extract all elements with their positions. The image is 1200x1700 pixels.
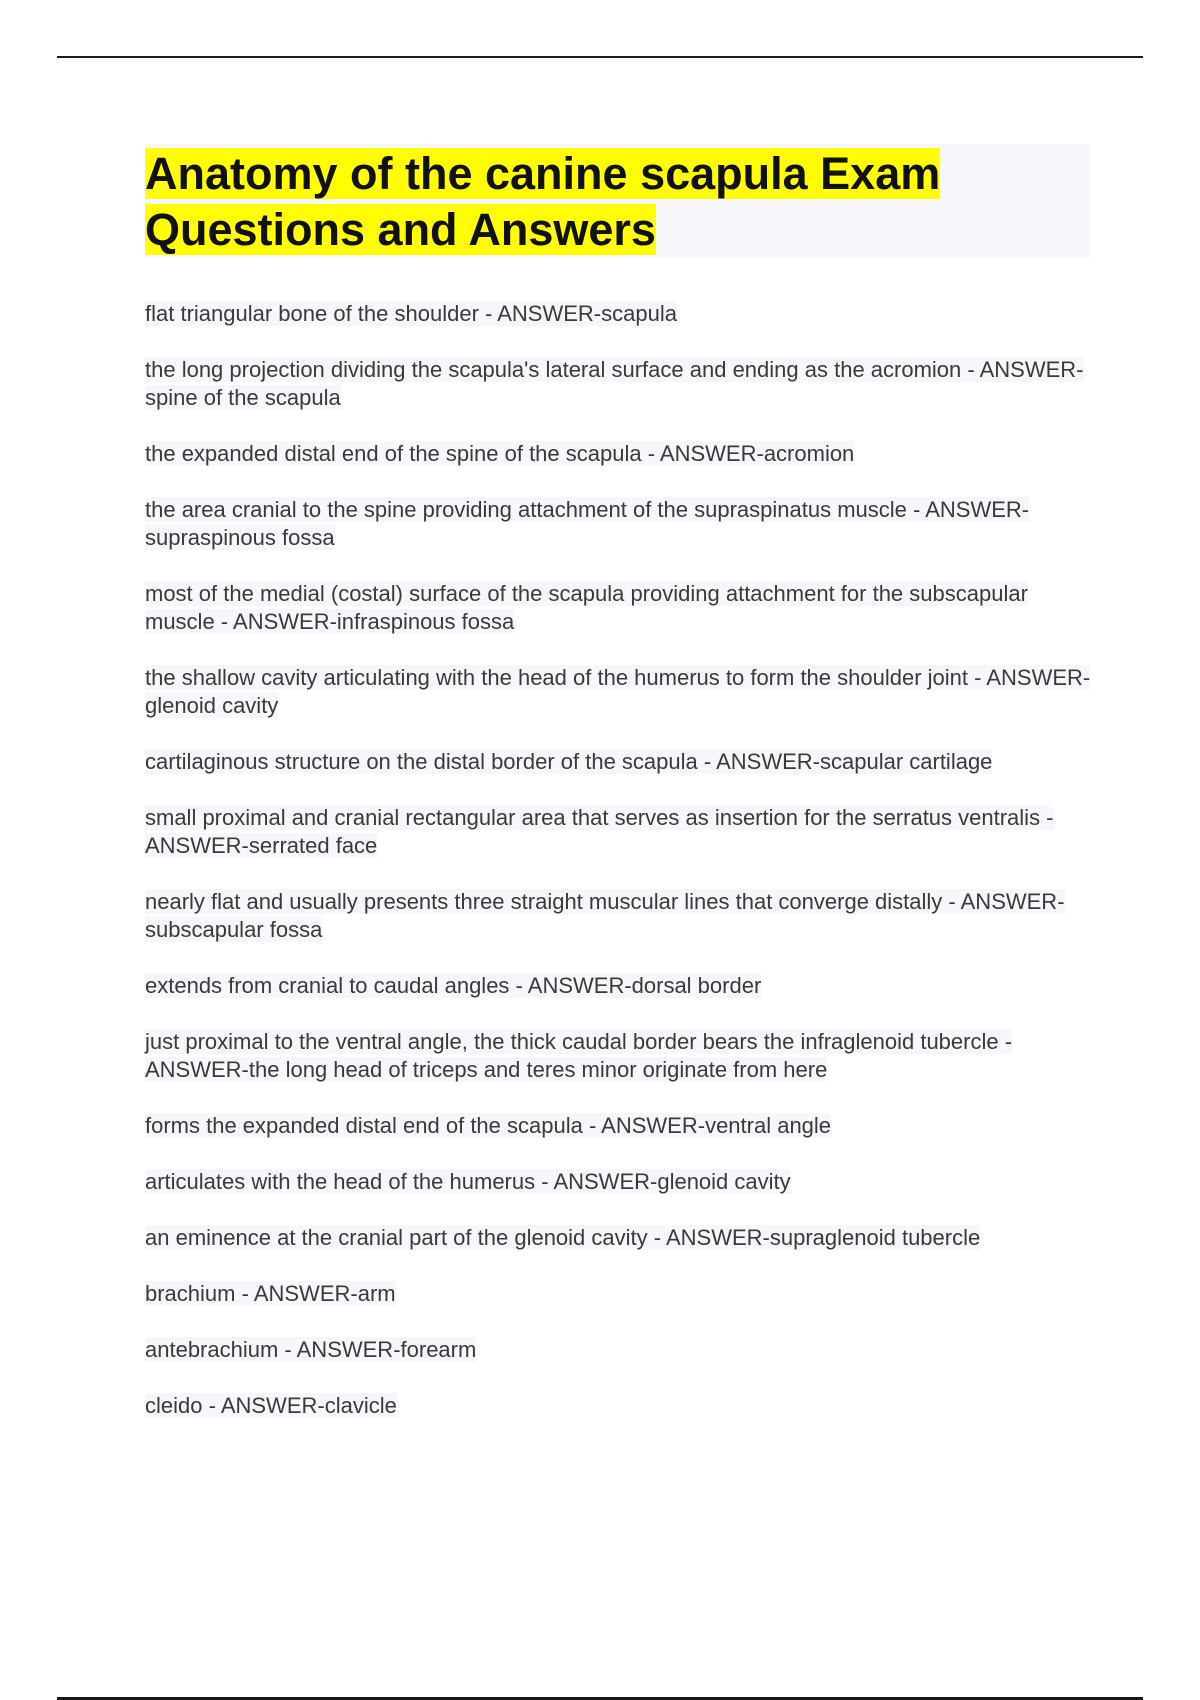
page-title <box>145 144 1090 258</box>
qa-item-text: small proximal and cranial rectangular area that serves as insertion for the serratus ventralis - ANSWER-serrated face <box>145 805 1054 858</box>
qa-item-text: just proximal to the ventral angle, the thick caudal border bears the infraglenoid tubercle - ANSWER-the long head of triceps and teres minor originate from here <box>145 1029 1013 1082</box>
qa-item-text: most of the medial (costal) surface of the scapula providing attachment for the subscapular muscle - ANSWER-infraspinous fossa <box>145 581 1028 634</box>
qa-item <box>145 1224 1095 1252</box>
qa-item <box>145 1280 1095 1308</box>
qa-item-text: the area cranial to the spine providing attachment of the supraspinatus muscle - ANSWER-supraspinous fossa <box>145 497 1030 550</box>
qa-item <box>145 356 1095 412</box>
qa-item <box>145 664 1095 720</box>
qa-item <box>145 1112 1095 1140</box>
qa-item-text: the long projection dividing the scapula's lateral surface and ending as the acromion - ANSWER-spine of the scapula <box>145 357 1084 410</box>
qa-item <box>145 300 1095 328</box>
qa-item-text: brachium - ANSWER-arm <box>145 1281 396 1306</box>
qa-item-text: the expanded distal end of the spine of the scapula - ANSWER-acromion <box>145 441 855 466</box>
qa-item <box>145 1392 1095 1420</box>
qa-item <box>145 888 1095 944</box>
qa-item <box>145 804 1095 860</box>
qa-item-text: nearly flat and usually presents three straight muscular lines that converge distally - ANSWER-subscapular fossa <box>145 889 1065 942</box>
qa-item <box>145 580 1095 636</box>
page-title-text: Anatomy of the canine scapula Exam Questions and Answers <box>145 148 941 255</box>
qa-item <box>145 496 1095 552</box>
qa-item-text: the shallow cavity articulating with the head of the humerus to form the shoulder joint - ANSWER-glenoid cavity <box>145 665 1091 718</box>
title-block <box>145 144 1090 258</box>
qa-item <box>145 1168 1095 1196</box>
qa-item-text: an eminence at the cranial part of the glenoid cavity - ANSWER-supraglenoid tubercle <box>145 1225 981 1250</box>
qa-item-text: articulates with the head of the humerus - ANSWER-glenoid cavity <box>145 1169 791 1194</box>
qa-item-text: flat triangular bone of the shoulder - ANSWER-scapula <box>145 301 677 326</box>
qa-item-text: forms the expanded distal end of the scapula - ANSWER-ventral angle <box>145 1113 832 1138</box>
qa-item-text: cleido - ANSWER-clavicle <box>145 1393 397 1418</box>
qa-item-text: extends from cranial to caudal angles - ANSWER-dorsal border <box>145 973 762 998</box>
qa-item <box>145 972 1095 1000</box>
qa-item <box>145 1028 1095 1084</box>
page-top-rule <box>57 56 1143 58</box>
qa-item <box>145 1336 1095 1364</box>
qa-item-text: antebrachium - ANSWER-forearm <box>145 1337 477 1362</box>
qa-item-text: cartilaginous structure on the distal border of the scapula - ANSWER-scapular cartilage <box>145 749 993 774</box>
qa-list <box>145 300 1095 1448</box>
qa-item <box>145 440 1095 468</box>
qa-item <box>145 748 1095 776</box>
